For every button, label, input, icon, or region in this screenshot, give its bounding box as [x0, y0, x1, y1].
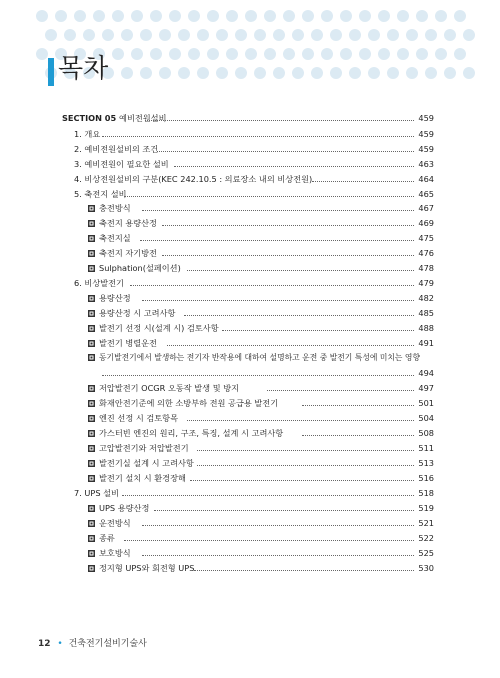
decorative-dot [235, 67, 247, 79]
header-banner [0, 0, 500, 93]
toc-subentry[interactable] [62, 216, 434, 230]
decorative-dot [368, 29, 380, 41]
decorative-dot [292, 67, 304, 79]
decorative-dot [207, 48, 219, 60]
toc-page-number: 479 [415, 276, 434, 290]
toc-entry-label: 충전방식 [99, 203, 131, 213]
toc-subentry[interactable] [62, 336, 434, 350]
toc-entry-label: 저압발전기 OCGR 오동작 발생 및 방지 [99, 383, 240, 393]
decorative-dot [45, 29, 57, 41]
checkbox-bullet-icon [88, 250, 95, 257]
decorative-dot [55, 10, 67, 22]
decorative-dot [454, 48, 466, 60]
decorative-dot [387, 67, 399, 79]
checkbox-bullet-icon [88, 400, 95, 407]
decorative-dot [283, 10, 295, 22]
decorative-dot [93, 10, 105, 22]
decorative-dot [235, 29, 247, 41]
footer-bullet: • [57, 639, 63, 649]
toc-entry-label: 화재안전기준에 의한 소방부하 전원 공급용 발전기 [99, 398, 279, 408]
toc-page-number: 504 [415, 411, 434, 425]
toc-entry-label: 7. UPS 설비 [74, 486, 122, 500]
toc-page-number: 463 [415, 157, 434, 171]
decorative-dot [150, 48, 162, 60]
dot-leader [197, 450, 418, 451]
toc-entry[interactable] [62, 276, 434, 290]
decorative-dot [292, 29, 304, 41]
toc-page-number: 459 [415, 111, 434, 125]
toc-entry-label: 축전지실 [99, 233, 131, 243]
toc-page-number: 464 [415, 172, 434, 186]
decorative-dot [463, 29, 475, 41]
dot-leader [130, 285, 418, 286]
decorative-dot [178, 67, 190, 79]
toc-entry-label: 축전지 용량산정 [99, 218, 157, 228]
decorative-dot [64, 29, 76, 41]
decorative-dot [359, 10, 371, 22]
toc-page-number: 465 [415, 187, 434, 201]
decorative-dot [188, 10, 200, 22]
toc-page-number: 525 [415, 546, 434, 560]
decorative-dot [406, 29, 418, 41]
toc-entry-label: 용량산정 [99, 293, 131, 303]
dot-leader [102, 375, 418, 376]
checkbox-bullet-icon [88, 445, 95, 452]
toc-entry[interactable] [62, 172, 434, 186]
dot-leader [174, 166, 418, 167]
dot-leader [157, 151, 418, 152]
toc-page-number: 494 [415, 366, 434, 380]
dot-leader [187, 270, 418, 271]
decorative-dot [321, 48, 333, 60]
decorative-dot [321, 10, 333, 22]
decorative-dot [245, 10, 257, 22]
dot-leader [222, 330, 418, 331]
toc-subentry[interactable] [62, 546, 434, 560]
toc-entry-label: 고압발전기와 저압발전기 [99, 443, 189, 453]
dot-leader [190, 480, 418, 481]
toc-entry-label: 발전기 설치 시 환경장해 [99, 473, 186, 483]
decorative-dot [169, 10, 181, 22]
decorative-dot [188, 48, 200, 60]
toc-page-number: 478 [415, 261, 434, 275]
page-title: 목차 [58, 54, 109, 84]
decorative-dot [463, 67, 475, 79]
decorative-dot [159, 67, 171, 79]
toc-entry-label: 정지형 UPS와 회전형 UPS [99, 563, 195, 573]
decorative-dot [112, 48, 124, 60]
toc-entry[interactable] [62, 486, 434, 500]
decorative-dot [131, 10, 143, 22]
toc-subentry[interactable] [62, 246, 434, 260]
decorative-dot [425, 67, 437, 79]
toc-subentry[interactable] [62, 531, 434, 545]
decorative-dot [112, 10, 124, 22]
toc-page-number: 467 [415, 201, 434, 215]
toc-page-number: 482 [415, 291, 434, 305]
toc-subentry[interactable] [62, 291, 434, 305]
toc-entry-label: 1. 개요 [74, 127, 103, 141]
decorative-dot [226, 10, 238, 22]
toc-subentry[interactable] [62, 351, 434, 365]
toc-subentry[interactable] [62, 441, 434, 455]
decorative-dot [74, 10, 86, 22]
toc-entry-label: 3. 예비전원이 필요한 설비 [74, 157, 172, 171]
toc-page-number: 511 [415, 441, 434, 455]
dot-leader [154, 510, 418, 511]
toc-section-label [62, 111, 170, 125]
dot-leader [142, 555, 418, 556]
checkbox-bullet-icon [88, 535, 95, 542]
decorative-dot [216, 29, 228, 41]
decorative-dot [359, 48, 371, 60]
toc-subentry[interactable] [62, 396, 434, 410]
decorative-dot [444, 67, 456, 79]
dot-leader [122, 495, 418, 496]
toc-subentry[interactable] [62, 201, 434, 215]
toc-subentry[interactable] [62, 501, 434, 515]
checkbox-bullet-icon [88, 310, 95, 317]
toc-page-number: 508 [415, 426, 434, 440]
checkbox-bullet-icon [88, 385, 95, 392]
decorative-dot [254, 67, 266, 79]
toc-page-number: 516 [415, 471, 434, 485]
toc-page-number: 521 [415, 516, 434, 530]
toc-page-number: 519 [415, 501, 434, 515]
decorative-dot [273, 29, 285, 41]
toc-subentry[interactable] [62, 561, 434, 575]
toc-page-number: 485 [415, 306, 434, 320]
decorative-dot [444, 29, 456, 41]
toc-entry-label: 운전방식 [99, 518, 131, 528]
decorative-dot [378, 48, 390, 60]
decorative-dot [378, 10, 390, 22]
toc-subentry[interactable] [62, 261, 434, 275]
toc-entry-label: 동기발전기에서 발생하는 전기자 반작용에 대하여 설명하고 운전 중 발전기 특성에 미치는 영향 [99, 353, 420, 362]
toc-section-row[interactable] [62, 111, 434, 125]
toc-subentry[interactable] [62, 321, 434, 335]
decorative-dot [406, 67, 418, 79]
dot-leader [194, 570, 418, 571]
toc-page-number: 501 [415, 396, 434, 410]
decorative-dot [226, 48, 238, 60]
dot-leader [302, 435, 418, 436]
decorative-dot [121, 29, 133, 41]
dot-leader [124, 540, 418, 541]
decorative-dot [349, 29, 361, 41]
dot-leader [184, 315, 418, 316]
checkbox-bullet-icon [88, 220, 95, 227]
checkbox-bullet-icon [88, 475, 95, 482]
decorative-dot [197, 67, 209, 79]
toc-page-number: 518 [415, 486, 434, 500]
decorative-dot [435, 10, 447, 22]
decorative-dot [302, 10, 314, 22]
decorative-dot [311, 67, 323, 79]
decorative-dot [283, 48, 295, 60]
toc-entry[interactable] [62, 142, 434, 156]
decorative-dot [36, 10, 48, 22]
toc-page-number: 497 [415, 381, 434, 395]
toc-entry-label: UPS 용량산정 [99, 503, 150, 513]
toc-page-number: 491 [415, 336, 434, 350]
decorative-dot [454, 10, 466, 22]
checkbox-bullet-icon [88, 415, 95, 422]
section-prefix: SECTION 05 [62, 113, 117, 123]
checkbox-bullet-icon [88, 205, 95, 212]
checkbox-bullet-icon [88, 354, 95, 361]
decorative-dot [349, 67, 361, 79]
checkbox-bullet-icon [88, 505, 95, 512]
toc-page-number: 469 [415, 216, 434, 230]
checkbox-bullet-icon [88, 325, 95, 332]
dot-leader [162, 255, 418, 256]
decorative-dot [169, 48, 181, 60]
checkbox-bullet-icon [88, 235, 95, 242]
toc-subentry[interactable] [62, 471, 434, 485]
toc-page-number: 522 [415, 531, 434, 545]
dot-leader [312, 181, 418, 182]
checkbox-bullet-icon [88, 295, 95, 302]
toc-entry-label: 2. 예비전원설비의 조건 [74, 142, 161, 156]
checkbox-bullet-icon [88, 340, 95, 347]
decorative-dot [397, 10, 409, 22]
toc-entry[interactable] [62, 157, 434, 171]
decorative-dot [83, 29, 95, 41]
decorative-dot [340, 10, 352, 22]
dot-leader [140, 240, 418, 241]
decorative-dot [121, 67, 133, 79]
toc-entry-label: 보호방식 [99, 548, 131, 558]
decorative-dot [425, 29, 437, 41]
section-title: 예비전원설비 [119, 113, 167, 123]
toc-entry-label: 가스터빈 엔진의 원리, 구조, 특징, 설계 시 고려사항 [99, 428, 284, 438]
decorative-dot [131, 48, 143, 60]
dot-leader [197, 465, 418, 466]
toc-entry[interactable] [62, 127, 434, 141]
checkbox-bullet-icon [88, 430, 95, 437]
decorative-dot [150, 10, 162, 22]
toc-entry-continuation[interactable] [62, 366, 434, 380]
decorative-dot [216, 67, 228, 79]
dot-leader [102, 136, 418, 137]
checkbox-bullet-icon [88, 520, 95, 527]
toc-entry-label: 용량산정 시 고려사항 [99, 308, 176, 318]
toc-entry-label: 종류 [99, 533, 115, 543]
dot-leader [142, 525, 418, 526]
toc-page-number: 530 [415, 561, 434, 575]
decorative-dot [140, 29, 152, 41]
toc-entry-label: 발전기 선정 시(설계 시) 검토사항 [99, 323, 219, 333]
dot-leader [187, 420, 418, 421]
decorative-dot [207, 10, 219, 22]
decorative-dot [416, 10, 428, 22]
title-accent-bar [48, 58, 54, 86]
decorative-dot [245, 48, 257, 60]
decorative-dot [302, 48, 314, 60]
toc-subentry[interactable] [62, 411, 434, 425]
decorative-dot [416, 48, 428, 60]
footer-book-title: 건축전기설비기술사 [68, 639, 147, 649]
checkbox-bullet-icon [88, 460, 95, 467]
decorative-dot [254, 29, 266, 41]
decorative-dot [178, 29, 190, 41]
decorative-dot [36, 48, 48, 60]
decorative-dot [197, 29, 209, 41]
toc-entry-label: 4. 비상전원설비의 구분(KEC 242.10.5 : 의료장소 내의 비상전원) [74, 172, 315, 186]
decorative-dot [159, 29, 171, 41]
dot-leader [162, 225, 418, 226]
dot-leader [124, 196, 418, 197]
checkbox-bullet-icon [88, 265, 95, 272]
decorative-dot [102, 29, 114, 41]
decorative-dot [368, 67, 380, 79]
decorative-dot [264, 48, 276, 60]
toc-entry[interactable] [62, 187, 434, 201]
toc-subentry[interactable] [62, 381, 434, 395]
toc-page-number: 476 [415, 246, 434, 260]
toc-entry-label: 발전기실 설계 시 고려사항 [99, 458, 194, 468]
dot-leader [142, 300, 418, 301]
decorative-dot [273, 67, 285, 79]
toc-page-number: 475 [415, 231, 434, 245]
toc-subentry[interactable] [62, 306, 434, 320]
decorative-dot [330, 29, 342, 41]
dot-leader [302, 405, 418, 406]
footer-page-number: 12 [38, 639, 51, 649]
toc-subentry[interactable] [62, 426, 434, 440]
toc-subentry[interactable] [62, 456, 434, 470]
toc-entry-label: 5. 축전지 설비 [74, 187, 130, 201]
toc-entry-label: 발전기 병렬운전 [99, 338, 157, 348]
decorative-dot [140, 67, 152, 79]
decorative-dot [435, 48, 447, 60]
toc-subentry[interactable] [62, 516, 434, 530]
dot-leader [142, 210, 418, 211]
toc-entry-label: 6. 비상발전기 [74, 276, 127, 290]
toc-page-number: 488 [415, 321, 434, 335]
dot-leader [267, 390, 418, 391]
checkbox-bullet-icon [88, 565, 95, 572]
dot-leader [167, 345, 418, 346]
page-footer [38, 636, 147, 649]
toc-entry-label: 축전지 자기방전 [99, 248, 157, 258]
checkbox-bullet-icon [88, 550, 95, 557]
toc-page-number: 459 [415, 142, 434, 156]
decorative-dot [397, 48, 409, 60]
decorative-dot [264, 10, 276, 22]
decorative-dot [340, 48, 352, 60]
dot-leader [147, 120, 418, 121]
toc-entry-label: Sulphation(설페이션) [99, 263, 181, 273]
decorative-dot [311, 29, 323, 41]
decorative-dot [387, 29, 399, 41]
toc-subentry[interactable] [62, 231, 434, 245]
toc-page-number: 513 [415, 456, 434, 470]
toc-entry-label: 엔진 선정 시 검토항목 [99, 413, 178, 423]
decorative-dot [330, 67, 342, 79]
toc-page-number: 459 [415, 127, 434, 141]
